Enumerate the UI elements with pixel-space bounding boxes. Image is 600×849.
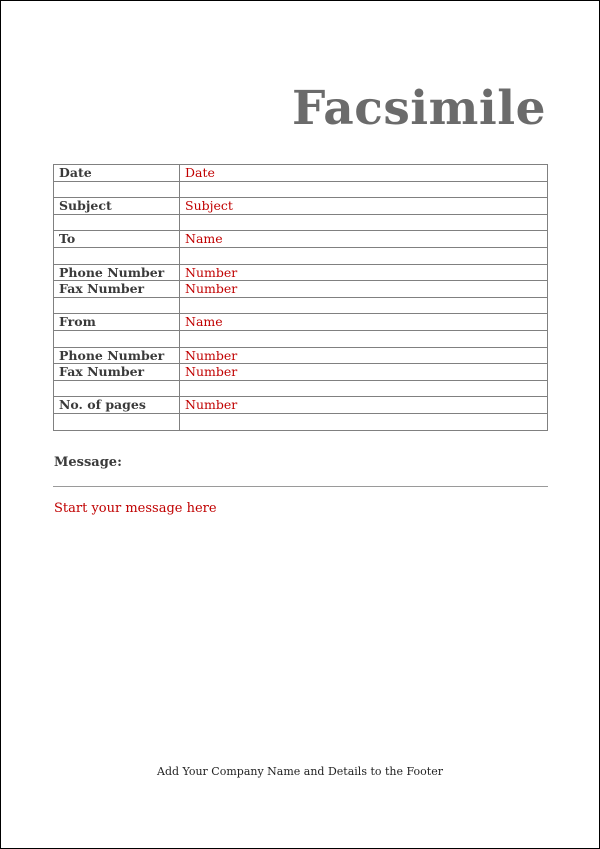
field-label: Phone Number xyxy=(54,347,180,364)
field-label: Date xyxy=(54,165,180,182)
field-label xyxy=(54,297,180,314)
field-label: Fax Number xyxy=(54,364,180,381)
field-value[interactable]: Number xyxy=(180,264,548,281)
field-value[interactable]: Date xyxy=(180,165,548,182)
field-value[interactable]: Number xyxy=(180,281,548,298)
table-row xyxy=(54,297,548,314)
table-row xyxy=(54,397,548,414)
table-row xyxy=(54,330,548,347)
field-value[interactable]: Name xyxy=(180,314,548,331)
field-label xyxy=(54,214,180,231)
message-body[interactable]: Start your message here xyxy=(54,501,217,516)
table-row xyxy=(54,165,548,182)
field-label xyxy=(54,330,180,347)
field-value[interactable]: Number xyxy=(180,347,548,364)
field-value[interactable] xyxy=(180,380,548,397)
field-label: Subject xyxy=(54,198,180,215)
field-label xyxy=(54,380,180,397)
table-row xyxy=(54,231,548,248)
table-row xyxy=(54,214,548,231)
field-value[interactable]: Name xyxy=(180,231,548,248)
field-label: Fax Number xyxy=(54,281,180,298)
field-value[interactable] xyxy=(180,413,548,430)
message-divider xyxy=(53,486,548,487)
table-row xyxy=(54,314,548,331)
table-row xyxy=(54,364,548,381)
field-value[interactable]: Number xyxy=(180,364,548,381)
table-row xyxy=(54,281,548,298)
table-row xyxy=(54,247,548,264)
field-label: No. of pages xyxy=(54,397,180,414)
field-value[interactable] xyxy=(180,247,548,264)
field-value[interactable] xyxy=(180,181,548,198)
field-label xyxy=(54,413,180,430)
field-value[interactable]: Number xyxy=(180,397,548,414)
table-row xyxy=(54,264,548,281)
field-label xyxy=(54,247,180,264)
field-value[interactable] xyxy=(180,330,548,347)
field-value[interactable] xyxy=(180,297,548,314)
field-label xyxy=(54,181,180,198)
field-label: To xyxy=(54,231,180,248)
table-row xyxy=(54,198,548,215)
field-label: From xyxy=(54,314,180,331)
table-row xyxy=(54,380,548,397)
page-title: Facsimile xyxy=(291,81,546,136)
field-label: Phone Number xyxy=(54,264,180,281)
table-row xyxy=(54,347,548,364)
table-row xyxy=(54,413,548,430)
fax-details-table xyxy=(53,164,548,431)
message-label: Message: xyxy=(54,455,122,470)
field-value[interactable] xyxy=(180,214,548,231)
table-row xyxy=(54,181,548,198)
field-value[interactable]: Subject xyxy=(180,198,548,215)
footer-text: Add Your Company Name and Details to the Footer xyxy=(157,765,443,778)
